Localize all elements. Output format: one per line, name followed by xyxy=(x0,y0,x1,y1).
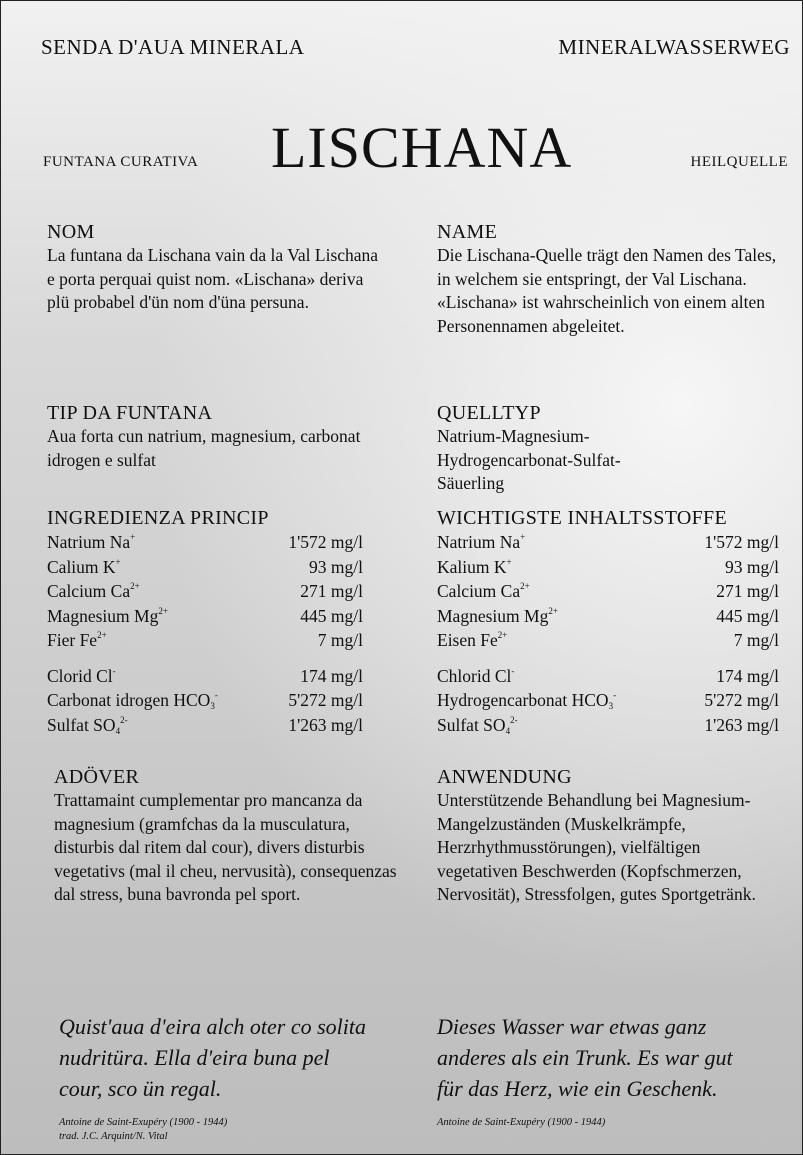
german-quote-block xyxy=(437,1011,787,1130)
ingredient-superscript: - xyxy=(511,665,515,676)
ingredient-name-text: Fier Fe xyxy=(47,630,98,650)
ingredient-name-text: Eisen Fe xyxy=(437,630,498,650)
ingredient-superscript: 2- xyxy=(120,714,128,725)
romansh-quote-attribution: Antoine de Saint-Exupéry (1900 - 1944) trad. J.C. Arquint/N. Vital xyxy=(59,1117,228,1142)
page-title: LISCHANA xyxy=(271,115,573,180)
ingredient-superscript: 2+ xyxy=(548,605,558,616)
romansh-usage-text: Trattamaint cumplementar pro mancanza da magnesium (gramfchas da la musculatura, disturbis dal ritem dal cour), divers disturbis vegetativs (mal il cheu, nervusità), consequenzas dal stress, buna bavronda pel sport. xyxy=(54,790,397,904)
ingredient-name xyxy=(47,653,267,689)
romansh-ingredients-heading: INGREDIENZA PRINCIP xyxy=(47,507,269,529)
ingredient-superscript: + xyxy=(506,556,512,567)
header-left-sub: FUNTANA CURATIVA xyxy=(43,154,199,170)
ingredient-superscript: + xyxy=(130,532,136,542)
german-usage-text: Unterstützende Behandlung bei Magnesium-Mangelzuständen (Muskelkrämpfe, Herzrhythmusstörungen), vielfältigen vegetativen Beschwerden (Kopfschmerzen, Nervosität), Stressfolgen, gutes Sportgetränk. xyxy=(437,790,756,904)
romansh-quote-block xyxy=(59,1011,404,1144)
header-right-sub: HEILQUELLE xyxy=(690,154,788,170)
ingredient-name xyxy=(47,628,267,653)
ingredient-name-text: Chlorid Cl xyxy=(437,665,512,686)
romansh-usage-section xyxy=(54,765,414,907)
ingredient-subscript: 3 xyxy=(210,701,215,711)
ingredient-name-text: Sulfat SO xyxy=(437,714,506,735)
german-ingredients-section xyxy=(437,506,779,737)
romansh-ingredients-section xyxy=(47,506,363,737)
ingredient-row xyxy=(47,688,363,713)
ingredient-superscript: + xyxy=(520,532,526,542)
ingredient-value: 1'263 mg/l xyxy=(288,714,363,735)
ingredient-name-text: Natrium Na xyxy=(47,532,131,552)
german-name-heading: NAME xyxy=(437,221,498,243)
ingredient-superscript: 2+ xyxy=(130,581,140,591)
ingredient-row xyxy=(437,653,779,689)
ingredient-superscript: 2+ xyxy=(158,605,168,616)
ingredient-name xyxy=(47,579,267,604)
ingredient-superscript: + xyxy=(115,556,121,567)
ingredient-name xyxy=(47,688,267,713)
ingredient-row xyxy=(47,579,363,604)
german-usage-heading: ANWENDUNG xyxy=(437,766,572,788)
german-type-section xyxy=(437,401,797,496)
romansh-column xyxy=(47,220,407,315)
header-left-label: SENDA D'AUA MINERALA xyxy=(41,35,305,59)
ingredient-name xyxy=(47,604,267,629)
ingredient-value: 93 mg/l xyxy=(309,556,363,577)
german-name-text: Die Lischana-Quelle trägt den Namen des Tales, in welchem sie entspringt, der Val Lischana. «Lischana» ist wahrscheinlich von einem alten Personennamen abgeleitet. xyxy=(437,245,777,336)
romansh-usage-heading: ADÖVER xyxy=(54,766,140,788)
ingredient-name xyxy=(437,579,678,604)
ingredient-name xyxy=(437,604,678,629)
ingredient-value: 7 mg/l xyxy=(733,630,779,650)
header-right-label: MINERALWASSERWEG xyxy=(558,35,790,59)
ingredient-value: 5'272 mg/l xyxy=(704,690,779,710)
ingredient-row xyxy=(437,579,779,604)
ingredient-value: 174 mg/l xyxy=(300,665,363,686)
ingredient-superscript: 2+ xyxy=(520,581,530,591)
ingredient-value: 7 mg/l xyxy=(317,630,363,650)
ingredient-name xyxy=(47,530,267,555)
german-quote: Dieses Wasser war etwas ganz anderes als ein Trunk. Es war gut für das Herz, wie ein Geschenk. xyxy=(437,1014,733,1101)
ingredient-name-text: Carbonat idrogen HCO xyxy=(47,690,211,710)
ingredient-row xyxy=(47,653,363,689)
ingredient-name-text: Kalium K xyxy=(437,556,507,577)
german-type-heading: QUELLTYP xyxy=(437,402,541,424)
ingredient-name xyxy=(437,555,678,580)
ingredient-name xyxy=(47,713,267,738)
german-column xyxy=(437,220,797,338)
ingredient-superscript: - xyxy=(112,665,116,676)
ingredient-row xyxy=(437,628,779,653)
ingredient-value: 1'263 mg/l xyxy=(704,714,779,735)
ingredient-name xyxy=(437,713,678,738)
ingredient-value: 271 mg/l xyxy=(716,581,779,601)
ingredient-name-text: Natrium Na xyxy=(437,532,521,552)
ingredient-row xyxy=(47,555,363,580)
german-quote-attribution: Antoine de Saint-Exupéry (1900 - 1944) xyxy=(437,1117,606,1128)
ingredient-superscript: 2- xyxy=(510,714,518,725)
romansh-type-text: Aua forta cun natrium, magnesium, carbonat idrogen e sulfat xyxy=(47,426,361,470)
ingredient-row xyxy=(437,713,779,738)
romansh-type-section xyxy=(47,401,407,472)
ingredient-subscript: 4 xyxy=(505,725,511,736)
ingredient-superscript: - xyxy=(214,690,218,700)
ingredient-value: 445 mg/l xyxy=(300,605,363,626)
ingredient-name-text: Calcium Ca xyxy=(437,581,521,601)
ingredient-name-text: Hydrogencarbonat HCO xyxy=(437,690,609,710)
ingredient-row xyxy=(47,530,363,555)
ingredient-name-text: Calium K xyxy=(47,556,116,577)
ingredient-row xyxy=(437,604,779,629)
romansh-name-text: La funtana da Lischana vain da la Val Lischana e porta perquai quist nom. «Lischana» deriva plü probabel d'ün nom d'üna persuna. xyxy=(47,245,379,312)
ingredient-row xyxy=(437,688,779,713)
romansh-ingredients-table xyxy=(47,530,363,737)
ingredient-row xyxy=(437,555,779,580)
ingredient-row xyxy=(437,530,779,555)
ingredient-row xyxy=(47,713,363,738)
ingredient-row xyxy=(47,604,363,629)
ingredient-superscript: - xyxy=(613,690,617,700)
ingredient-value: 93 mg/l xyxy=(725,556,779,577)
ingredient-name-text: Clorid Cl xyxy=(47,665,113,686)
ingredient-superscript: 2+ xyxy=(97,630,107,640)
ingredient-value: 1'572 mg/l xyxy=(704,532,779,552)
ingredient-name xyxy=(437,688,678,713)
ingredient-name-text: Magnesium Mg xyxy=(47,605,159,626)
romansh-name-heading: NOM xyxy=(47,221,95,243)
ingredient-name xyxy=(437,530,678,555)
ingredient-value: 445 mg/l xyxy=(716,605,779,626)
ingredient-name xyxy=(47,555,267,580)
german-ingredients-table xyxy=(437,530,779,737)
romansh-type-heading: TIP DA FUNTANA xyxy=(47,402,213,424)
ingredient-name-text: Sulfat SO xyxy=(47,714,116,735)
ingredient-row xyxy=(47,628,363,653)
ingredient-superscript: 2+ xyxy=(497,630,508,640)
ingredient-name xyxy=(437,628,678,653)
ingredient-value: 1'572 mg/l xyxy=(288,532,363,552)
german-type-text: Natrium-Magnesium-Hydrogencarbonat-Sulfat-Säuerling xyxy=(437,426,621,493)
ingredient-subscript: 3 xyxy=(608,701,614,711)
ingredient-name-text: Magnesium Mg xyxy=(437,605,549,626)
ingredient-name xyxy=(437,653,678,689)
german-usage-section xyxy=(437,765,797,907)
romansh-quote: Quist'aua d'eira alch oter co solita nudritüra. Ella d'eira buna pel cour, sco ün regal. xyxy=(59,1014,367,1101)
ingredient-subscript: 4 xyxy=(115,725,121,736)
ingredient-value: 271 mg/l xyxy=(300,581,363,601)
ingredient-value: 174 mg/l xyxy=(716,665,779,686)
ingredient-name-text: Calcium Ca xyxy=(47,581,131,601)
german-ingredients-heading: WICHTIGSTE INHALTSSTOFFE xyxy=(437,507,727,529)
ingredient-value: 5'272 mg/l xyxy=(288,690,363,710)
